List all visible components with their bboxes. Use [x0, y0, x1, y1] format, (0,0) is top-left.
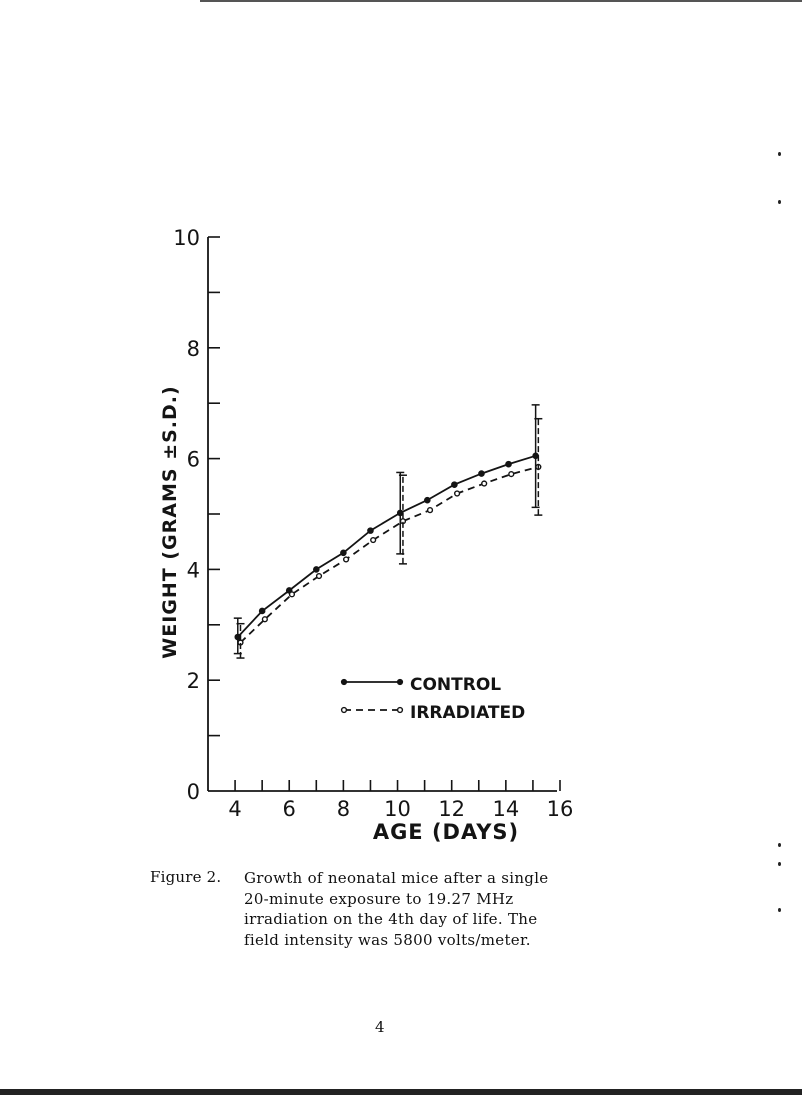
x-tick-label: 14: [492, 797, 520, 821]
legend-label-irradiated: IRRADIATED: [410, 703, 526, 723]
data-point: [290, 592, 295, 597]
legend-marker: [342, 708, 347, 713]
scan-speck: [778, 152, 781, 156]
data-point: [371, 538, 376, 543]
series-line-control: [238, 456, 536, 637]
data-point: [344, 557, 349, 562]
page-bottom-edge: [0, 1089, 802, 1095]
data-point: [314, 567, 319, 572]
chart-series: [234, 405, 543, 658]
figure-caption: [244, 868, 584, 950]
x-axis-title: AGE (DAYS): [372, 820, 520, 844]
caption-line: Growth of neonatal mice after a single: [244, 869, 549, 887]
y-tick-label: 10: [173, 226, 200, 250]
x-tick-label: 12: [438, 797, 466, 821]
y-tick-label: 0: [186, 780, 200, 804]
legend-marker: [398, 708, 403, 713]
data-point: [452, 482, 457, 487]
data-point: [479, 471, 484, 476]
x-tick-label: 10: [384, 797, 411, 821]
x-tick-label: 8: [336, 797, 351, 821]
y-tick-label: 2: [186, 669, 200, 694]
legend-marker: [398, 680, 403, 685]
data-point: [262, 617, 267, 622]
data-point: [455, 491, 460, 496]
caption-line: irradiation on the 4th day of life. The: [244, 910, 538, 928]
data-point: [506, 462, 511, 467]
scan-speck: [778, 908, 781, 912]
legend-marker: [342, 680, 347, 685]
scan-speck: [778, 200, 781, 204]
caption-line: field intensity was 5800 volts/meter.: [244, 930, 531, 949]
scan-speck: [778, 843, 781, 847]
y-tick-label: 4: [186, 558, 200, 583]
series-line-irradiated: [241, 467, 539, 643]
figure-label: Figure 2.: [150, 868, 222, 886]
y-tick-label: 8: [186, 336, 200, 361]
x-tick-label: 4: [228, 797, 242, 821]
x-tick-label: 6: [282, 797, 296, 821]
data-point: [509, 472, 514, 477]
scan-speck: [778, 862, 781, 866]
caption-line: 20-minute exposure to 19.27 MHz: [244, 889, 514, 908]
data-point: [317, 574, 322, 579]
x-tick-label: 16: [546, 797, 574, 821]
chart-legend: [342, 675, 526, 723]
data-point: [368, 528, 373, 533]
page-number: 4: [375, 1018, 385, 1036]
data-point: [425, 498, 430, 503]
data-point: [260, 608, 265, 613]
y-axis-title: WEIGHT (GRAMS ±S.D.): [159, 385, 181, 659]
data-point: [482, 481, 487, 486]
y-tick-label: 6: [186, 447, 200, 472]
data-point: [428, 508, 433, 513]
data-point: [341, 550, 346, 555]
legend-label-control: CONTROL: [410, 675, 502, 695]
